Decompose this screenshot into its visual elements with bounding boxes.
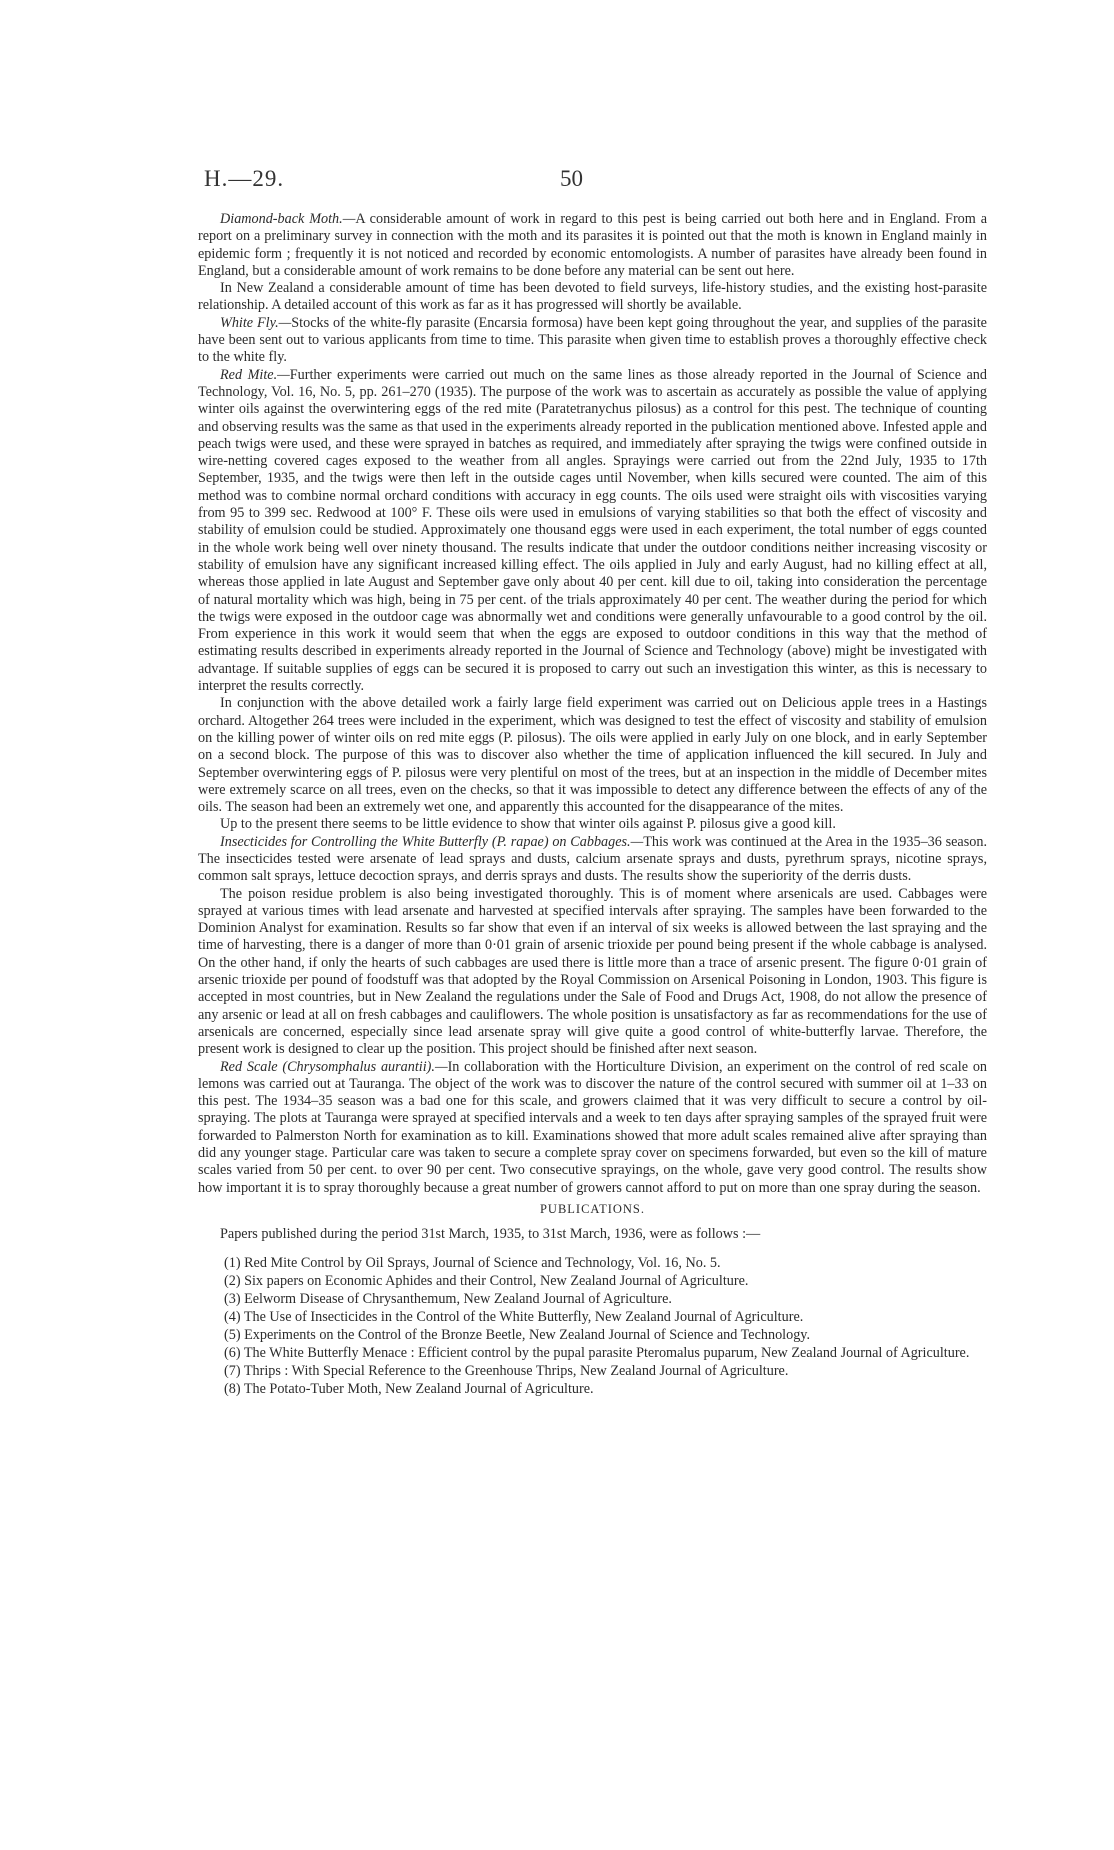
paragraph-heading: Red Scale (Chrysomphalus aurantii).— [220,1058,448,1075]
publications-list [198,1254,987,1398]
publication-item: (4) The Use of Insecticides in the Control of the White Butterfly, New Zealand Journal of Agriculture. [224,1308,804,1325]
paragraph-diamond-back-moth [198,211,987,280]
paragraph-heading: White Fly.— [220,314,292,331]
paragraph-field-experiment [198,695,987,816]
publication-item: (7) Thrips : With Special Reference to the Greenhouse Thrips, New Zealand Journal of Agriculture. [224,1362,789,1379]
paragraph-text: A considerable amount of work in regard to this pest is being carried out both here and in England. From a report on a preliminary survey in connection with the moth and its parasites it is pointed out that the moth is known in England mainly in epidemic form ; frequently it is not noticed and recorded by economic entomologists. A number of parasites have already been found in England, but a considerable amount of work remains to be done before any material can be sent out here. [198,211,987,279]
paragraph-red-scale [198,1059,987,1197]
publication-item: (2) Six papers on Economic Aphides and their Control, New Zealand Journal of Agriculture. [224,1272,749,1289]
paragraph-winter-oils-conclusion [198,816,987,833]
paragraph-new-zealand-surveys [198,280,987,315]
publication-item: (8) The Potato-Tuber Moth, New Zealand Journal of Agriculture. [224,1380,594,1397]
publications-intro: Papers published during the period 31st March, 1935, to 31st March, 1936, were as follows :— [220,1226,761,1243]
paragraph-text: Up to the present there seems to be little evidence to show that winter oils against P. pilosus give a good kill. [220,816,836,833]
paragraph-text: In New Zealand a considerable amount of time has been devoted to field surveys, life-history studies, and the existing host-parasite relationship. A detailed account of this work as far as it has progressed will shortly be available. [198,280,987,314]
publication-item: (1) Red Mite Control by Oil Sprays, Journal of Science and Technology, Vol. 16, No. 5. [224,1254,721,1271]
paragraph-heading: Diamond-back Moth.— [220,211,356,227]
publication-item: (5) Experiments on the Control of the Bronze Beetle, New Zealand Journal of Science and Technology. [224,1326,811,1343]
paragraph-text: In collaboration with the Horticulture Division, an experiment on the control of red scale on lemons was carried out at Tauranga. The object of the work was to discover the nature of the control secured with summer oil at 1–33 on this pest. The 1934–35 season was a bad one for this scale, and growers claimed that it was very difficult to secure a control by oil-spraying. The plots at Tauranga were sprayed at specified intervals and a week to ten days after spraying samples of the sprayed fruit were forwarded to Palmerston North for examination as to kill. Examinations showed that more adult scales remained alive after spraying than did any younger stage. Particular care was taken to secure a complete spray cover on specimens forwarded, but even so the kill of mature scales varied from 50 per cent. to over 90 per cent. Two consecutive sprayings, on the whole, gave very good control. The results show how important it is to spray thoroughly because a great number of growers cannot afford to put on more than one spray during the season. [198,1058,988,1196]
paragraph-red-mite [198,367,987,696]
publications-heading: PUBLICATIONS. [539,1201,646,1216]
page-number: 50 [560,166,583,191]
paragraph-text: Stocks of the white-fly parasite (Encarsia formosa) have been kept going throughout the year, and supplies of the parasite have been sent out to various applicants from time to time. This parasite when given time to establish proves a thoroughly effective check to the white fly. [198,314,987,366]
paragraph-text: Further experiments were carried out much on the same lines as those already reported in the Journal of Science and Technology, Vol. 16, No. 5, pp. 261–270 (1935). The purpose of the work was to ascertain as accurately as possible the value of applying winter oils against the overwintering eggs of the red mite (Paratetranychus pilosus) as a control for this pest. The technique of counting and observing results was the same as that used in the experiments already reported in the publication mentioned above. Infested apple and peach twigs were used, and these were sprayed in batches as required, and immediately after spraying the twigs were confined outside in wire-netting covered cages exposed to the weather from all angles. Sprayings were carried out from the 22nd July, 1935 to 17th September, 1935, and the twigs were then left in the outside cages until November, when kills secured were counted. The aim of this method was to combine normal orchard conditions with accuracy in egg counts. The oils used were straight oils with viscosities varying from 95 to 399 sec. Redwood at 100° F. These oils were used in emulsions of varying stabilities so that both the effect of viscosity and stability of emulsion could be studied. Approximately one thousand eggs were used in each experiment, the total number of eggs counted in the whole work being well over ninety thousand. The results indicate that under the outdoor conditions neither increasing viscosity or stability of emulsion have any significant increased killing effect. The oils applied in July and early August, had no killing effect at all, whereas those applied in late August and September gave only about 40 per cent. kill due to oil, taking into consideration the percentage of natural mortality which was high, being in 75 per cent. of the trials approximately 40 per cent. The weather during the period for which the twigs were exposed in the outdoor cage was abnormally wet and conditions were generally unfavourable to a good control by the oil. From experience in this work it would seem that when the eggs are exposed to outdoor conditions in this way that the method of estimating results described in experiments already reported in the Journal of Science and Technology (above) might be investigated with advantage. If suitable supplies of eggs can be secured it is proposed to carry out such an investigation this winter, as this is necessary to interpret the results correctly. [198,366,987,695]
report-reference: H.—29. [204,166,285,191]
paragraph-poison-residue [198,886,987,1059]
publication-item: (6) The White Butterfly Menace : Efficient control by the pupal parasite Pteromalus puparum, New Zealand Journal of Agriculture. [224,1344,970,1361]
paragraph-heading: Insecticides for Controlling the White Butterfly (P. rapae) on Cabbages.— [220,833,644,850]
paragraph-heading: Red Mite.— [220,366,290,383]
paragraph-white-fly [198,315,987,367]
report-body [198,211,987,1398]
paragraph-text: The poison residue problem is also being investigated thoroughly. This is of moment where arsenicals are used. Cabbages were sprayed at various times with lead arsenate and harvested at specified intervals after spraying. The samples have been forwarded to the Dominion Analyst for examination. Results so far show that even if an interval of six weeks is allowed between the last spraying and the time of harvesting, there is a danger of more than 0·01 grain of arsenic trioxide per pound being present if the whole cabbage is analysed. On the other hand, if only the hearts of such cabbages are used there is little more than a trace of arsenic present. The figure 0·01 grain of arsenic trioxide per pound of foodstuff was that adopted by the Royal Commission on Arsenical Poisoning in London, 1903. This figure is accepted in most countries, but in New Zealand the regulations under the Sale of Food and Drugs Act, 1908, do not allow the presence of any arsenic or lead at all on fresh cabbages and cauliflowers. The whole position is unsatisfactory as far as recommendations for the use of arsenicals are concerned, especially since lead arsenate spray will give quite a good control of white-butterfly larvae. Therefore, the present work is designed to clear up the position. This project should be finished after next season. [198,885,987,1058]
paragraph-white-butterfly [198,834,987,886]
paragraph-text: This work was continued at the Area in the 1935–36 season. The insecticides tested were arsenate of lead sprays and dusts, calcium arsenate sprays and dusts, pyrethrum sprays, nicotine sprays, common salt sprays, lettuce decoction sprays, and derris sprays and dusts. The results show the superiority of the derris dusts. [198,833,987,885]
publication-item: (3) Eelworm Disease of Chrysanthemum, New Zealand Journal of Agriculture. [224,1290,672,1307]
page-header [204,166,966,192]
paragraph-text: In conjunction with the above detailed work a fairly large field experiment was carried out on Delicious apple trees in a Hastings orchard. Altogether 264 trees were included in the experiment, which was designed to test the effect of viscosity and stability of emulsion on the killing power of winter oils on red mite eggs (P. pilosus). The oils were applied in early July on one block, and in early September on a second block. The purpose of this was to discover also whether the time of application influenced the kill secured. In July and September overwintering eggs of P. pilosus were very plentiful on most of the trees, but at an inspection in the middle of December mites were extremely scarce on all trees, even on the checks, so that it was impossible to detect any difference between the effects of any of the oils. The season had been an extremely wet one, and apparently this accounted for the disappearance of the mites. [198,695,987,816]
